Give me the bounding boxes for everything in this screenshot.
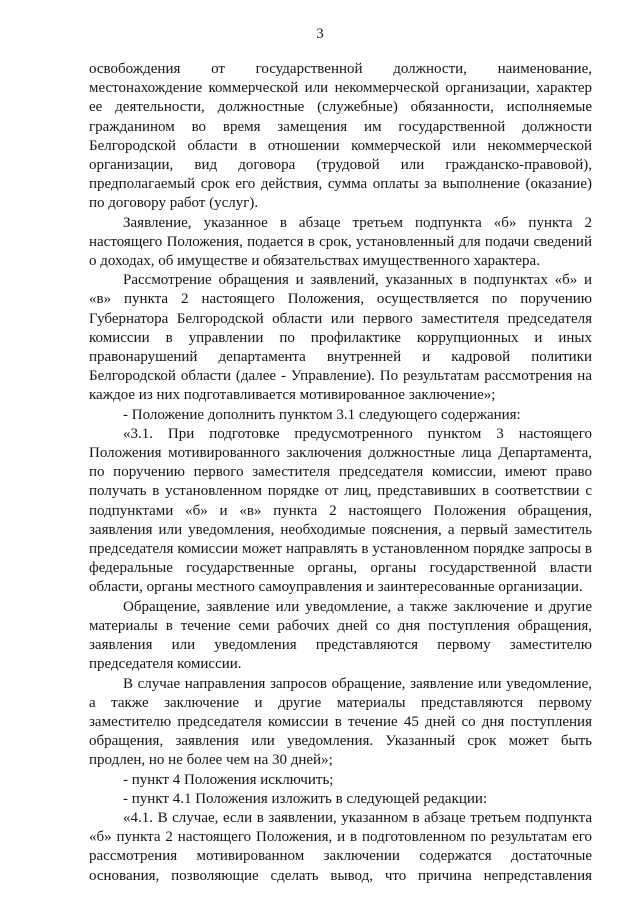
paragraph-review-procedure: Рассмотрение обращения и заявлений, указанных в подпунктах «б» и «в» пункта 2 настоящего Положения, осуществляется по поручению Губернатора Белгородской области или первого заместителя председателя комиссии в управлении по профилактике коррупционных и иных правонарушений департамента внутренней и кадровой политики Белгородской области (далее - Управление). По результатам рассмотрения на каждое из них подготавливается мотивированное заключение»;: [89, 272, 592, 404]
paragraph-continuation: освобождения от государственной должности, наименование, местонахождение коммерческой или некоммерческой организации, характер ее деятельности, должностные (служебные) обязанности, исполняемые гражданином во время замещения им государственной должности Белгородской области в отношении коммерческой или некоммерческой организации, вид договора (трудовой или гражданско-правовой), предполагаемый срок его действия, сумма оплаты за выполнение (оказание) по договору работ (услуг).: [89, 61, 592, 212]
paragraph-exclude-clause-4: - пункт 4 Положения исключить;: [123, 771, 334, 788]
paragraph-submission-term: Обращение, заявление или уведомление, а также заключение и другие материалы в течение семи рабочих дней со дня поступления обращения, заявления или уведомления представляются первому заместителю председателя комиссии.: [89, 598, 592, 673]
paragraph-statement-deadline: Заявление, указанное в абзаце третьем подпункта «б» пункта 2 настоящего Положения, подается в срок, установленный для подачи сведений о доходах, об имуществе и обязательствах имущественного характера.: [89, 214, 592, 270]
page-number: 3: [316, 26, 324, 42]
document-body: [89, 60, 592, 886]
paragraph-amendment-3-1: - Положение дополнить пунктом 3.1 следующего содержания:: [123, 406, 521, 423]
paragraph-clause-3-1: «3.1. При подготовке предусмотренного пунктом 3 настоящего Положения мотивированного заключения должностные лица Департамента, по поручению первого заместителя председателя комиссии, имеют право получать в установленном порядке от лиц, представивших в соответствии с подпунктами «б» и «в» пункта 2 настоящего Положения обращения, заявления или уведомления, необходимые пояснения, а первый заместитель председателя комиссии может направлять в установленном порядке запросы в федеральные государственные органы, органы государственной власти области, органы местного самоуправления и заинтересованные организации.: [89, 425, 592, 596]
paragraph-inquiry-term: В случае направления запросов обращение, заявление или уведомление, а также заключение и другие материалы представляются первому заместителю председателя комиссии в течение 45 дней со дня поступления обращения, заявления или уведомления. Указанный срок может быть продлен, но не более чем на 30 дней»;: [89, 675, 592, 769]
paragraph-amend-clause-4-1: - пункт 4.1 Положения изложить в следующей редакции:: [123, 790, 488, 807]
paragraph-clause-4-1: «4.1. В случае, если в заявлении, указанном в абзаце третьем подпункта «б» пункта 2 настоящего Положения, и в подготовленном по результатам его рассмотрения мотивированном заключении содержатся достаточные основания, позволяющие сделать вывод, что причина непредставления: [89, 809, 592, 884]
